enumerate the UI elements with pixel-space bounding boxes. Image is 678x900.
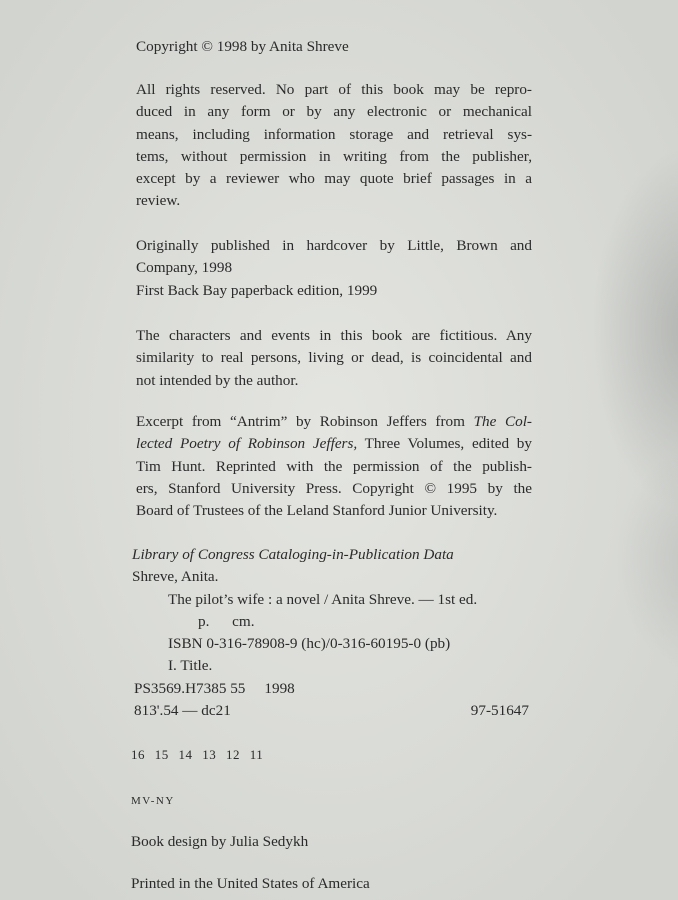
excerpt-text: Three Volumes, edited by <box>357 435 532 453</box>
cip-physical: p. cm. <box>198 612 255 630</box>
fiction-line: The characters and events in this book are fictitious. Any <box>136 327 532 344</box>
rights-line: All rights reserved. No part of this book may be repro- <box>136 81 532 98</box>
publication-line: Company, 1998 <box>136 259 233 277</box>
excerpt-book-title: The Col- <box>473 413 532 430</box>
fiction-notice <box>136 325 532 392</box>
excerpt-line <box>136 411 532 433</box>
rights-paragraph <box>136 79 532 213</box>
cip-dewey: 813'.54 — dc21 <box>134 702 231 720</box>
copyright-line <box>136 36 532 58</box>
cip-subject: I. Title. <box>168 657 213 675</box>
rights-line: tems, without permission in writing from the publisher, <box>136 147 532 165</box>
cip-heading: Library of Congress Cataloging-in-Publication Data <box>132 546 454 563</box>
rights-line: review. <box>136 192 181 210</box>
cip-title: The pilot’s wife : a novel / Anita Shreve. — 1st ed. <box>168 590 478 608</box>
rights-line: except by a reviewer who may quote brief passages in a <box>136 170 532 188</box>
cip-author: Shreve, Anita. <box>132 568 219 586</box>
cip-data-block <box>132 544 532 722</box>
publication-line: Originally published in hardcover by Little, Brown and <box>136 237 532 254</box>
cip-isbn: ISBN 0-316-78908-9 (hc)/0-316-60195-0 (pb) <box>168 635 451 653</box>
printing-numbers: 16 15 14 13 12 11 <box>131 747 264 762</box>
excerpt-line: Board of Trustees of the Leland Stanford Junior University. <box>136 502 498 520</box>
excerpt-line <box>136 433 532 455</box>
fiction-line: not intended by the author. <box>136 371 299 389</box>
fiction-line: similarity to real persons, living or dead, is coincidental and <box>136 349 532 367</box>
cip-lc-class: PS3569.H7385 55 1998 <box>134 679 295 697</box>
excerpt-line: ers, Stanford University Press. Copyright © 1995 by the <box>136 479 532 497</box>
publication-history <box>136 235 532 302</box>
rights-line: means, including information storage and retrieval sys- <box>136 125 532 143</box>
excerpt-text: Excerpt from “Antrim” by Robinson Jeffers from <box>136 413 474 430</box>
copyright-text: Copyright © 1998 by Anita Shreve <box>136 38 349 55</box>
publication-line: First Back Bay paperback edition, 1999 <box>136 281 378 299</box>
cip-last-row <box>132 700 532 722</box>
rights-line: duced in any form or by any electronic or mechanical <box>136 103 532 121</box>
excerpt-line: Tim Hunt. Reprinted with the permission of the publish- <box>136 457 532 475</box>
printer-code: MV-NY <box>131 795 175 807</box>
excerpt-book-title: lected Poetry of Robinson Jeffers, <box>136 435 358 453</box>
cip-lccn: 97-51647 <box>470 702 529 720</box>
printed-in: Printed in the United States of America <box>131 875 370 892</box>
design-credit: Book design by Julia Sedykh <box>131 833 309 850</box>
excerpt-permission <box>136 411 532 522</box>
